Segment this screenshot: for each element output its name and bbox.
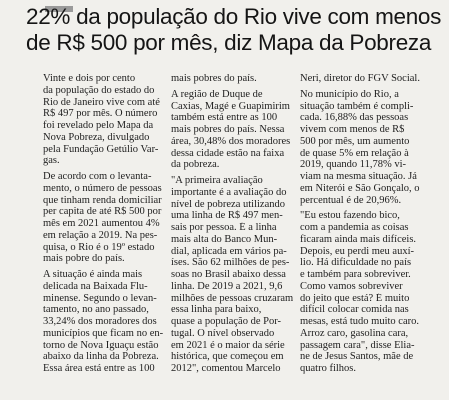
text-line: Caxias, Magé e Guapimirim <box>171 100 290 112</box>
text-line: viam na mesma situação. Já <box>300 171 417 182</box>
text-line: sais por pessoa. É a linha <box>171 222 277 233</box>
text-line: R$ 497 por mês. O número <box>43 108 158 120</box>
text-line: dial, aplicada em vários pa- <box>171 245 287 257</box>
text-line: foi revelado pelo Mapa da <box>43 120 154 131</box>
text-line: tamento, no ano passado, <box>43 304 149 316</box>
text-line: com a pandemia as coisas <box>300 222 409 233</box>
text-line: per capita de até R$ 500 por <box>43 206 162 218</box>
text-line: 500 por mês, um aumento <box>300 135 410 147</box>
text-line: pela Fundação Getúlio Var- <box>43 143 159 155</box>
text-line: mês em 2021 aumentou 4% <box>43 218 160 229</box>
article-column-3 <box>300 73 422 375</box>
text-line: importante é a avaliação do <box>171 186 287 198</box>
text-line: linha. De 2019 a 2021, 9,6 <box>171 280 283 292</box>
text-line: Nova Pobreza, divulgado <box>43 131 150 143</box>
text-line: 2012", comentou Marcelo <box>171 363 281 374</box>
text-line: quase a população de Por- <box>171 316 281 327</box>
headline <box>26 4 442 56</box>
text-line: de quase 5% em relação à <box>300 147 409 159</box>
article-column-2 <box>171 73 293 375</box>
text-line: também está entre as 100 <box>171 112 278 124</box>
text-line: área, 30,48% dos moradores <box>171 135 291 147</box>
text-line: uma linha de R$ 497 men- <box>171 210 283 222</box>
text-line: Neri, diretor do FGV Social. <box>300 73 420 84</box>
text-line: ficaram ainda mais difíceis. <box>300 233 417 245</box>
text-line: mais alta do Banco Mun- <box>171 233 278 245</box>
text-line: minense. Segundo o levan- <box>43 292 157 304</box>
text-line: situação também é compli- <box>300 100 414 112</box>
text-line: Depois, eu perdi meu auxí- <box>300 245 415 257</box>
text-line: Rio de Janeiro vive com até <box>43 96 160 108</box>
text-line: A situação é ainda mais <box>43 269 143 280</box>
text-line: difícil colocar comida nas <box>300 304 409 316</box>
text-line: gas. <box>43 155 60 167</box>
text-line: mais pobres do país. Nessa <box>171 124 285 135</box>
text-line: mais pobres do país. <box>171 73 257 84</box>
text-line: histórica, que começou em <box>171 351 284 363</box>
article-column-1 <box>43 73 164 375</box>
text-line: mento, o número de pessoas <box>43 182 162 194</box>
text-line: tugal. O nível observado <box>171 327 275 339</box>
text-line: mais pobre do país. <box>43 253 125 265</box>
text-line: íses. São 62 milhões de pes- <box>171 257 290 269</box>
text-line: municípios que ficam no en- <box>43 327 164 339</box>
text-line: da pobreza. <box>171 159 220 171</box>
headline-line: 22% da população do Rio vive com menos <box>26 4 442 29</box>
text-line: "Eu estou fazendo bico, <box>300 210 400 222</box>
text-line: "A primeira avaliação <box>171 175 263 186</box>
text-line: em 2021 é o maior da série <box>171 339 285 351</box>
text-line: essa linha para baixo, <box>171 304 262 316</box>
text-line: milhões de pessoas cruzaram <box>171 292 293 304</box>
text-line: soas no Brasil abaixo dessa <box>171 269 286 280</box>
text-line: Como vamos sobreviver <box>300 280 403 292</box>
text-line: em relação a 2019. Na pes- <box>43 229 158 241</box>
text-line: A região de Duque de <box>171 88 263 100</box>
text-line: mesas, está tudo muito caro. <box>300 316 419 327</box>
text-line: Arroz caro, gasolina cara, <box>300 327 409 339</box>
text-line: vivem com menos de R$ <box>300 124 405 135</box>
text-line: delicada na Baixada Flu- <box>43 280 148 292</box>
text-line: e também para sobreviver. <box>300 269 411 280</box>
text-line: em Niterói e São Gonçalo, o <box>300 182 420 194</box>
text-line: dessa cidade estão na faixa <box>171 147 285 159</box>
text-line: cada. 16,88% das pessoas <box>300 112 409 124</box>
text-line: De acordo com o levanta- <box>43 171 152 182</box>
text-line: quatro filhos. <box>300 363 356 374</box>
text-line: da população do estado do <box>43 84 155 96</box>
text-line: Essa área está entre as 100 <box>43 363 155 374</box>
text-line: Vinte e dois por cento <box>43 73 136 84</box>
text-line: do jeito que está? É muito <box>300 292 410 304</box>
text-line: 2019, quando 11,78% vi- <box>300 159 407 171</box>
text-line: No município do Rio, a <box>300 88 399 100</box>
text-line: nível de pobreza utilizando <box>171 198 285 210</box>
text-line: que tinham renda domiciliar <box>43 194 162 206</box>
text-line: lio. Há dificuldade no país <box>300 257 412 269</box>
text-line: ne de Jesus Santos, mãe de <box>300 351 414 363</box>
text-line: abaixo da linha da Pobreza. <box>43 351 159 363</box>
text-line: percentual é de 20,96%. <box>300 194 402 206</box>
headline-line: de R$ 500 por mês, diz Mapa da Pobreza <box>26 30 432 55</box>
text-line: torno de Nova Iguaçu estão <box>43 339 159 351</box>
text-line: passagem cara", disse Elia- <box>300 339 415 351</box>
text-line: 33,24% dos moradores dos <box>43 316 157 327</box>
text-line: quisa, o Rio é o 19º estado <box>43 241 155 253</box>
